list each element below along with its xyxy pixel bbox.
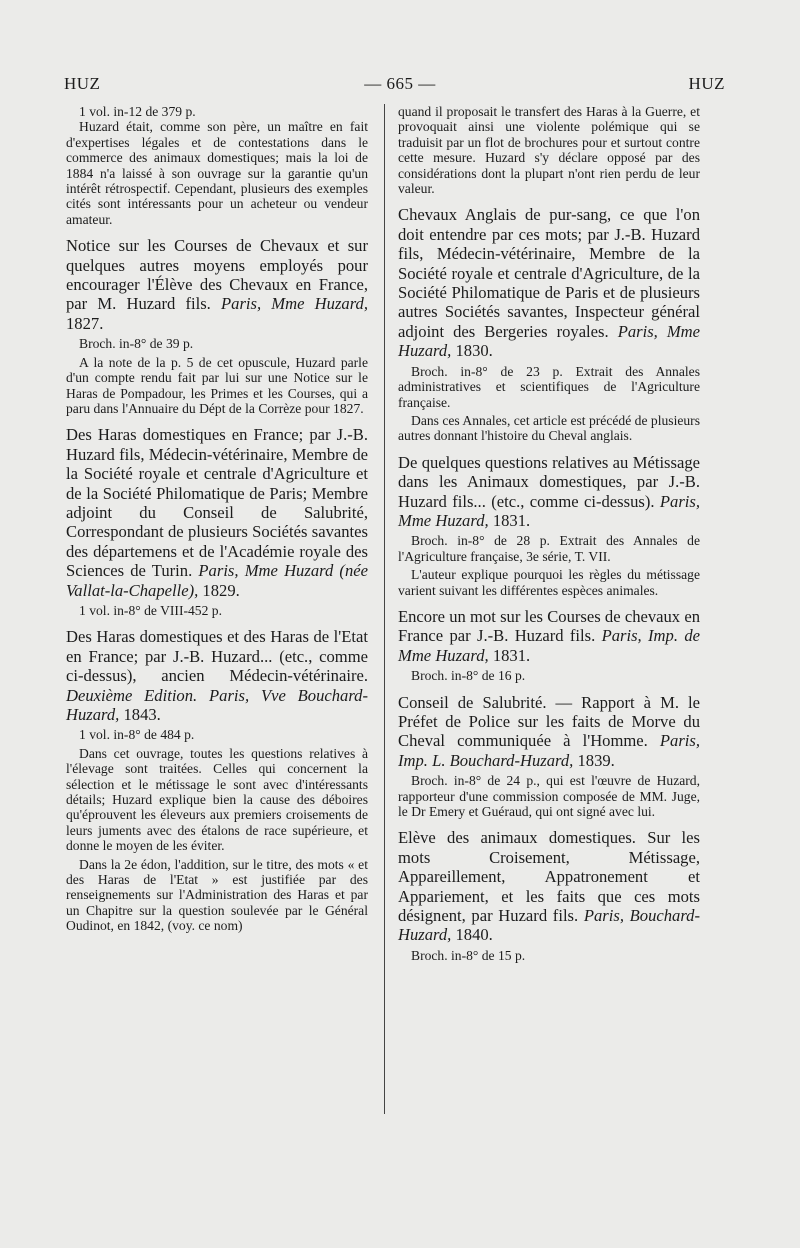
- running-head-right: HUZ: [688, 74, 725, 93]
- note-paragraph: quand il proposait le transfert des Haras à la Guerre, et provoquait ainsi une violente polémique qui se traduisit par un flot de brochures pour et surtout contre cette mesure. Huzard s'y déclare opposé par des considérations dont la plupart n'ont rien perdu de leur valeur.: [398, 104, 700, 197]
- format-line: Broch. in-8° de 39 p.: [79, 336, 194, 352]
- bibliography-entry: [398, 693, 700, 820]
- format-line: 1 vol. in-8° de VIII-452 p.: [79, 602, 222, 618]
- page-number: — 665 —: [364, 74, 436, 93]
- format-line: Broch. in-8° de 16 p.: [411, 668, 526, 684]
- note-paragraph: Dans la 2e édon, l'addition, sur le titre, des mots « et des Haras de l'Etat » est justifiée par des renseignements sur l'Administration des Haras et par un Chapitre sur la question soulevée par le Général Oudinot, en 1842, (voy. ce nom): [66, 856, 368, 934]
- bibliography-entry: [66, 236, 368, 416]
- running-head-left: HUZ: [64, 74, 101, 93]
- note-paragraph: L'auteur explique pourquoi les règles du métissage varient suivant les différentes espèces animales.: [398, 567, 700, 598]
- continued-entry: [398, 104, 700, 196]
- format-line: 1 vol. in-8° de 484 p.: [79, 727, 195, 743]
- bibliography-entry: [398, 205, 700, 443]
- note-paragraph: Broch. in-8° de 24 p., qui est l'œuvre de Huzard, rapporteur d'une commission composée de MM. Juge, le Dr Emery et Guéraud, qui ont signé avec lui.: [398, 773, 700, 820]
- bibliography-entry: [398, 453, 700, 598]
- entry-title: De quelques questions relatives au Métissage dans les Animaux domestiques, par J.-B. Huzard fils... (etc., comme ci-dessus). Paris, Mme Huzard, 1831.: [398, 452, 701, 530]
- note-paragraph: Dans ces Annales, cet article est précédé de plusieurs autres donnant l'histoire du Cheval anglais.: [398, 412, 700, 444]
- column-divider: [384, 104, 385, 1114]
- note-paragraph: Huzard était, comme son père, un maître en fait d'expertises légales et de contestations dans le commerce des animaux domestiques; mais la loi de 1884 n'a laissé à son ouvrage sur la garantie qu'un intérêt rétrospectif. Cependant, plusieurs des exemples cités sont intéressants pour un acheteur ou vendeur amateur.: [66, 119, 368, 227]
- format-line: Broch. in-8° de 15 p.: [411, 947, 526, 963]
- entry-title: Notice sur les Courses de Chevaux et sur quelques autres moyens employés pour encourager l'Élève des Chevaux en France, par M. Huzard fils. Paris, Mme Huzard, 1827.: [66, 236, 368, 333]
- note-paragraph: Dans cet ouvrage, toutes les questions relatives à l'élevage sont traitées. Celles qui concernent la sélection et le métissage le sont avec d'intéressants détails; Huzard explique bien la cause des déboires qu'éprouvent les éleveurs aux premiers croisements de leurs juments avec des étalons de race supérieure, et donne le moyen de les éviter.: [66, 745, 368, 854]
- entry-title: Conseil de Salubrité. — Rapport à M. le Préfet de Police sur les faits de Morve du Cheval communiquée à l'Homme. Paris, Imp. L. Bouchard-Huzard, 1839.: [398, 692, 700, 770]
- left-column: [66, 104, 368, 943]
- entry-title: Elève des animaux domestiques. Sur les mots Croisement, Métissage, Appareillement, Appatronement et Appariement, et les faits que ces mots désignent, par Huzard fils. Paris, Bouchard-Huzard, 1840.: [398, 828, 700, 945]
- note-paragraph: A la note de la p. 5 de cet opuscule, Huzard parle d'un compte rendu fait par lui sur une Notice sur le Haras de Pompadour, les Primes et les Courses, qui a paru dans l'Annuaire du Dépt de la Corrèze pour 1827.: [66, 354, 368, 416]
- continued-entry: [66, 104, 368, 227]
- format-line: Broch. in-8° de 23 p. Extrait des Annales administratives et scientifiques de l'Agriculture française.: [398, 363, 700, 410]
- bibliography-entry: [66, 425, 368, 618]
- entry-title: Encore un mot sur les Courses de chevaux en France par J.-B. Huzard fils. Paris, Imp. de Mme Huzard, 1831.: [398, 606, 700, 665]
- format-line: Broch. in-8° de 28 p. Extrait des Annales de l'Agriculture française, 3e série, T. VII.: [398, 533, 700, 564]
- bibliography-entry: [66, 627, 368, 933]
- entry-title: Des Haras domestiques en France; par J.-B. Huzard fils, Médecin-vétérinaire, Membre de la Société royale et centrale d'Agriculture et de la Société Philomatique de Paris; Membre adjoint du Conseil de Salubrité, Correspondant de plusieurs Sociétés savantes des départemens et de l'Académie royale des Sciences de Turin. Paris, Mme Huzard (née Vallat-la-Chapelle), 1829.: [66, 425, 368, 600]
- bibliography-entry: [398, 607, 700, 684]
- format-line: 1 vol. in-12 de 379 p.: [79, 104, 196, 119]
- right-column: [398, 104, 700, 972]
- entry-title: Chevaux Anglais de pur-sang, ce que l'on doit entendre par ces mots; par J.-B. Huzard fils, Médecin-vétérinaire, Membre de la Société royale et centrale d'Agriculture, de la Société Philomatique de Paris et de plusieurs autres Sociétés savantes, Inspecteur général adjoint des Bergeries royales. Paris, Mme Huzard, 1830.: [398, 205, 700, 361]
- entry-title: Des Haras domestiques et des Haras de l'Etat en France; par J.-B. Huzard... (etc., comme ci-dessus), ancien Médecin-vétérinaire. Deuxième Edition. Paris, Vve Bouchard-Huzard, 1843.: [66, 627, 368, 724]
- bibliography-entry: [398, 828, 700, 963]
